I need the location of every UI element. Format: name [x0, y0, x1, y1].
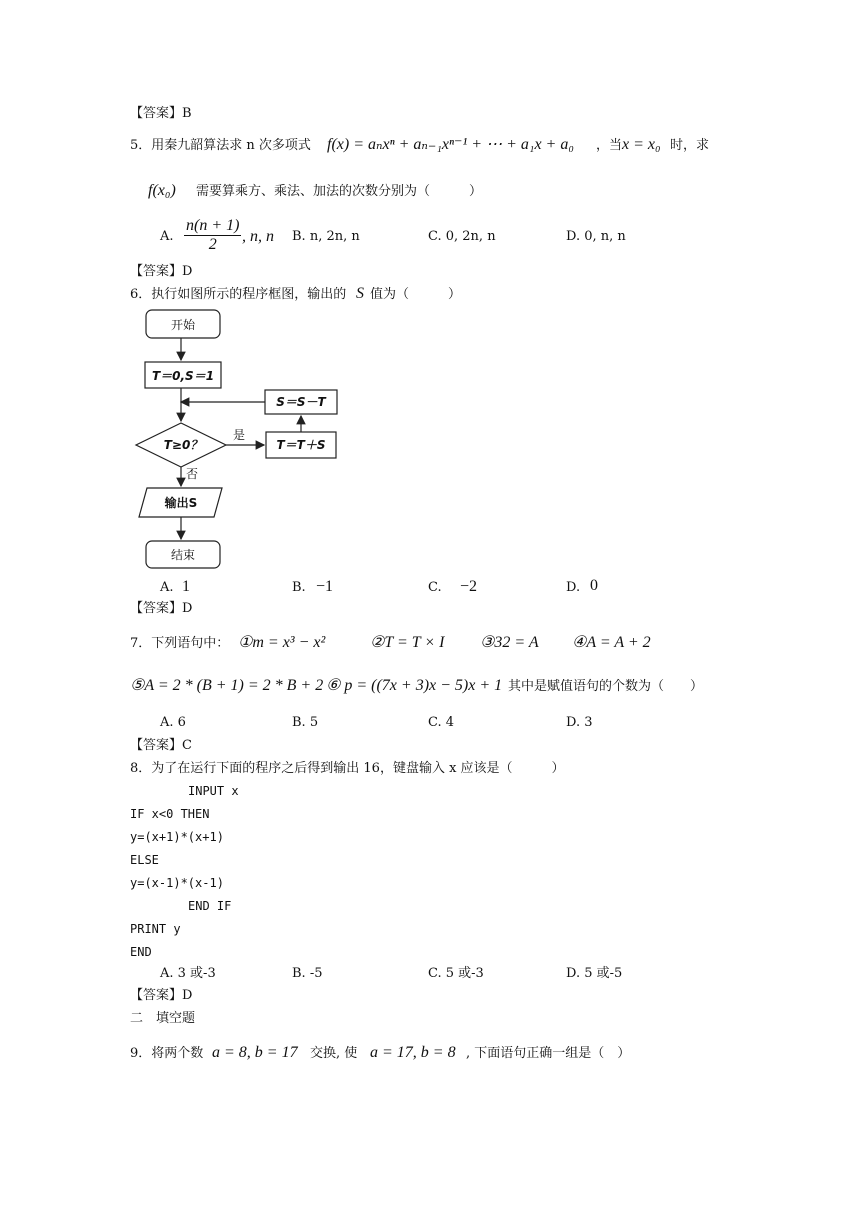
q5-option-a-denominator: 2 [208, 236, 217, 253]
q7-stem: 7．下列语句中： [130, 636, 230, 651]
q7-statement-1: ①m = x³ − x² [238, 634, 326, 651]
flow-init-label: T＝0,S＝1 [151, 369, 215, 383]
q8-option-d: D. 5 或-5 [566, 966, 623, 981]
q5-x0: x = x₀ [622, 136, 661, 153]
q7-option-a: A. 6 [160, 715, 186, 730]
q8-code-line-5: y=(x-1)*(x-1) [130, 876, 224, 890]
q8-option-a: A. 3 或-3 [160, 966, 216, 981]
q9-pair-2: a = 17, b = 8 [370, 1044, 456, 1061]
q9-tail: , 下面语句正确一组是（ ） [466, 1046, 631, 1061]
q6-option-b-label: B. [292, 580, 306, 595]
q7-statement-6: ⑥ p = ((7x + 3)x − 5)x + 1 [326, 677, 503, 694]
q8-option-b: B. -5 [292, 966, 323, 981]
q7-statement-5: ⑤A = 2 * (B + 1) = 2 * B + 2 [130, 677, 324, 694]
flow-no-label: 否 [186, 467, 199, 481]
q7-statement-4: ④A = A + 2 [572, 634, 651, 651]
q5-option-b: B. n, 2n, n [292, 229, 360, 244]
q8-code-line-8: END [130, 945, 152, 959]
section-2-heading: 二 填空题 [130, 1011, 196, 1026]
q5-option-c: C. 0, 2n, n [428, 229, 496, 244]
q7-statement-3: ③32 = A [480, 634, 539, 651]
q5-option-a-numerator: n(n + 1) [186, 217, 240, 234]
flow-yes-label: 是 [233, 428, 246, 442]
q9-lead: 9．将两个数 [130, 1046, 204, 1061]
q8-code-line-7: PRINT y [130, 922, 181, 936]
q5-fx0: f(x₀) [148, 182, 176, 199]
q5-option-a-label: A. [160, 229, 174, 244]
q5-option-d: D. 0, n, n [566, 229, 626, 244]
q6-stem-a: 6．执行如图所示的程序框图，输出的 [130, 287, 347, 302]
q6-option-d-label: D. [566, 580, 581, 595]
q6-option-c-value: −2 [460, 578, 478, 595]
q7-option-b: B. 5 [292, 715, 319, 730]
q6-stem-var: S [356, 285, 364, 302]
q8-code-line-1: INPUT x [188, 784, 239, 798]
q5-ask: 时，求 [670, 138, 710, 153]
flowchart [130, 305, 340, 573]
q7-statement-2: ②T = T × I [370, 634, 445, 651]
flow-condition-label: T≥0？ [163, 438, 203, 452]
q5-line2: 需要算乘方、乘法、加法的次数分别为（ ） [196, 184, 483, 199]
q8-stem: 8．为了在运行下面的程序之后得到输出 16，键盘输入 x 应该是（ ） [130, 761, 565, 776]
q5-option-a-tail: , n, n [242, 228, 274, 245]
answer-q4: 【答案】B [130, 106, 192, 121]
q6-option-d-value: 0 [590, 577, 598, 594]
answer-q5: 【答案】D [130, 264, 193, 279]
q9-pair-1: a = 8, b = 17 [212, 1044, 298, 1061]
flow-end-label: 结束 [170, 548, 196, 562]
q8-code-line-2: IF x<0 THEN [130, 807, 210, 821]
q7-option-d: D. 3 [566, 715, 593, 730]
q9-mid: 交换, 使 [310, 1046, 358, 1061]
q6-stem-b: 值为（ ） [370, 287, 462, 302]
q8-code-line-6: END IF [188, 899, 232, 913]
q6-option-c-label: C. [428, 580, 442, 595]
q5-option-a-fraction [184, 217, 241, 254]
flow-step2-label: S＝S－T [276, 395, 326, 409]
flow-step1-label: T＝T＋S [276, 438, 326, 452]
flow-output-label: 输出S [164, 496, 198, 510]
q5-when: ，当 [596, 138, 623, 153]
q8-code-line-3: y=(x+1)*(x+1) [130, 830, 224, 844]
q7-option-c: C. 4 [428, 715, 455, 730]
q6-option-a-value: 1 [182, 578, 190, 595]
q8-code-line-4: ELSE [130, 853, 159, 867]
answer-q6: 【答案】D [130, 601, 193, 616]
q8-option-c: C. 5 或-3 [428, 966, 484, 981]
q5-lead: 5．用秦九韶算法求 n 次多项式 [130, 138, 311, 153]
q6-option-a-label: A. [160, 580, 174, 595]
flow-start-label: 开始 [170, 318, 196, 332]
q7-tail: 其中是赋值语句的个数为（ ） [508, 679, 704, 694]
q6-option-b-value: −1 [316, 578, 334, 595]
answer-q7: 【答案】C [130, 738, 192, 753]
answer-q8: 【答案】D [130, 988, 193, 1003]
q5-polynomial: f(x) = aₙxⁿ + aₙ₋₁xⁿ⁻¹ + ⋯ + a₁x + a₀ [327, 136, 574, 153]
